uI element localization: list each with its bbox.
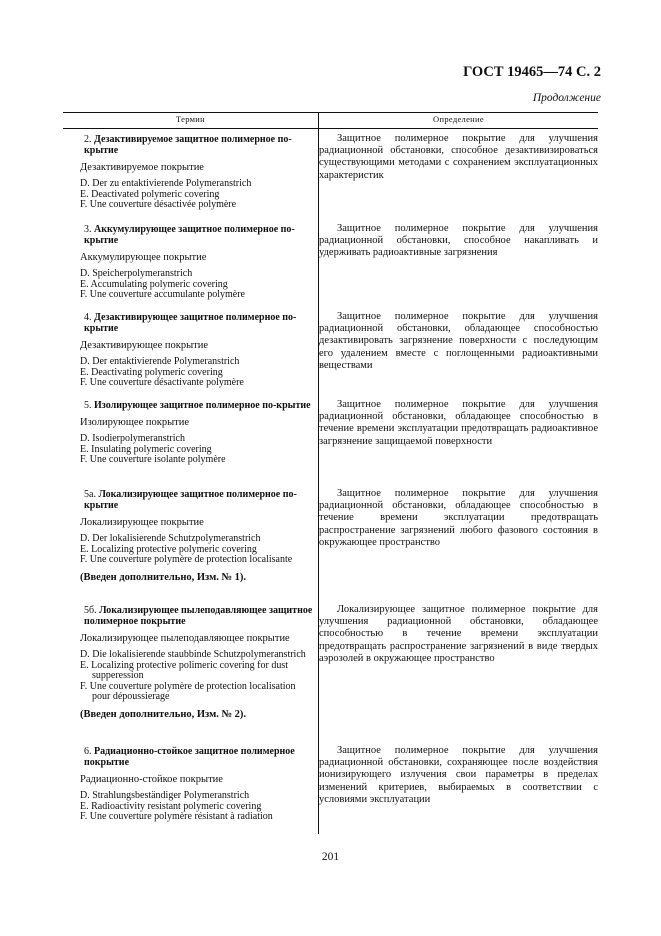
term-entry — [80, 312, 314, 389]
foreign-equivalent: E. Insulating polymeric covering — [80, 443, 212, 455]
term-name: Локализирующее пылеподавляющее защитное полимерное покрытие — [84, 605, 313, 627]
term-name: Радиационно-стойкое защитное полимерное покрытие — [84, 746, 295, 768]
term-number: 5а. — [84, 489, 99, 500]
term-synonym: Аккумулирующее покрытие — [80, 252, 207, 263]
foreign-equivalent: E. Localizing protective polimeric covering for dust supperession — [80, 659, 288, 681]
term-number: 5б. — [84, 605, 100, 616]
column-header-definition: Определение — [433, 114, 484, 124]
term-synonym: Изолирующее покрытие — [80, 417, 190, 428]
foreign-equivalents — [80, 357, 314, 389]
term-name: Дезактивируемое защитное полимерное по-крытие — [84, 134, 292, 156]
amendment-note: (Введен дополнительно, Изм. № 1). — [80, 571, 247, 583]
table-header-rule — [63, 128, 598, 129]
term-entry — [80, 489, 314, 583]
term-entry — [80, 605, 314, 720]
term-name: Локализирующее защитное полимерное по-крытие — [84, 489, 297, 511]
foreign-equivalents — [80, 650, 314, 703]
page-number: 201 — [321, 851, 340, 863]
foreign-equivalent: D. Strahlungsbeständiger Polymeranstrich — [80, 790, 250, 801]
foreign-equivalent: F. Une couverture polymère de protection localisante — [80, 554, 293, 565]
term-definition: Локализирующее защитное полимерное покрытие для улучшения радиационной обстановки, обладающее способностью в течение времени эксплуатации предотвращать распространение загрязнений в виде твердых аэрозолей в окружающее пространство — [319, 604, 598, 664]
foreign-equivalent: E. Localizing protective polymeric covering — [80, 543, 257, 555]
term-definition: Защитное полимерное покрытие для улучшения радиационной обстановки, обладающее способностью дезактивировать загрязнение поверхности с последующим его удалением вместе с поглощенными радиоактивными веществами — [319, 311, 598, 371]
foreign-equivalent: D. Die lokalisierende staubbinde Schutzpolymeranstrich — [80, 649, 306, 660]
term-title — [84, 312, 314, 334]
term-title — [84, 224, 314, 246]
term-name: Аккумулирующее защитное полимерное по-крытие — [84, 224, 295, 246]
term-synonym: Локализирующее покрытие — [80, 517, 204, 528]
foreign-equivalent: D. Speicherpolymeranstrich — [80, 268, 193, 279]
foreign-equivalent: E. Accumulating polymeric covering — [80, 278, 228, 290]
term-title — [84, 605, 314, 627]
foreign-equivalent: F. Une couverture polymère de protection localisation pour dépoussierage — [80, 680, 296, 702]
foreign-equivalents — [80, 791, 314, 823]
foreign-equivalent: D. Der entaktivierende Polymeranstrich — [80, 356, 240, 367]
foreign-equivalent: E. Deactivating polymeric covering — [80, 366, 223, 378]
foreign-equivalent: F. Une couverture accumulante polymère — [80, 289, 245, 300]
term-definition: Защитное полимерное покрытие для улучшения радиационной обстановки, обладающее способностью в течение времени эксплуатации предотвращать распространение загрязнений любого фазового состояния в окружающее пространство — [319, 488, 598, 548]
term-entry — [80, 134, 314, 211]
foreign-equivalent: D. Der zu entaktivierende Polymeranstrich — [80, 178, 252, 189]
term-title — [84, 134, 314, 156]
term-name: Изолирующее защитное полимерное по-крытие — [94, 400, 311, 411]
term-definition: Защитное полимерное покрытие для улучшения радиационной обстановки, способное дезактивизироваться существующими методами с сохранением эксплуатационных характеристик — [319, 133, 598, 181]
term-definition: Защитное полимерное покрытие для улучшения радиационной обстановки, способное накапливать и удерживать радиоактивные загрязнения — [319, 223, 598, 259]
term-synonym: Локализирующее пылеподавляющее покрытие — [80, 633, 290, 644]
term-name: Дезактивирующее защитное полимерное по-крытие — [84, 312, 297, 334]
term-number: 3. — [84, 224, 94, 235]
term-title — [84, 400, 314, 411]
term-title — [84, 746, 314, 768]
foreign-equivalent: F. Une couverture désactivée polymère — [80, 199, 237, 210]
foreign-equivalent: F. Une couverture polymère résistant à radiation — [80, 811, 273, 822]
foreign-equivalents — [80, 269, 314, 301]
term-title — [84, 489, 314, 511]
column-divider — [318, 112, 319, 834]
foreign-equivalent: D. Der lokalisierende Schutzpolymeranstrich — [80, 533, 261, 544]
foreign-equivalent: E. Radioactivity resistant polymeric covering — [80, 800, 262, 812]
term-entry — [80, 224, 314, 301]
foreign-equivalents — [80, 179, 314, 211]
term-entry — [80, 746, 314, 823]
foreign-equivalent: E. Deactivated polymeric covering — [80, 188, 220, 200]
foreign-equivalents — [80, 434, 314, 466]
amendment-note: (Введен дополнительно, Изм. № 2). — [80, 708, 247, 720]
foreign-equivalent: F. Une couverture désactivante polymère — [80, 377, 244, 388]
term-synonym: Дезактивируемое покрытие — [80, 162, 204, 173]
column-header-term: Термин — [175, 114, 206, 124]
term-definition: Защитное полимерное покрытие для улучшения радиационной обстановки, сохраняющее после воздействия ионизирующего излучения свои параметры в пределах изменений критериев, выбираемых в соответствии с условиями эксплуатации — [319, 745, 598, 805]
term-entry — [80, 400, 314, 466]
foreign-equivalent: F. Une couverture isolante polymère — [80, 454, 226, 465]
continuation-label: Продолжение — [532, 92, 601, 104]
foreign-equivalents — [80, 534, 314, 566]
term-synonym: Дезактивирующее покрытие — [80, 340, 209, 351]
term-synonym: Радиационно-стойкое покрытие — [80, 774, 223, 785]
term-definition: Защитное полимерное покрытие для улучшения радиационной обстановки, обладающее способностью в течение времени эксплуатации предотвращать радиоактивное загрязнение защищаемой поверхности — [319, 399, 598, 447]
table-top-rule — [63, 112, 598, 113]
term-number: 6. — [84, 746, 94, 757]
term-number: 4. — [84, 312, 94, 323]
foreign-equivalent: D. Isodierpolymeranstrich — [80, 433, 185, 444]
term-number: 5. — [84, 400, 94, 411]
term-number: 2. — [84, 134, 94, 145]
document-header-title: ГОСТ 19465—74 С. 2 — [463, 64, 601, 80]
